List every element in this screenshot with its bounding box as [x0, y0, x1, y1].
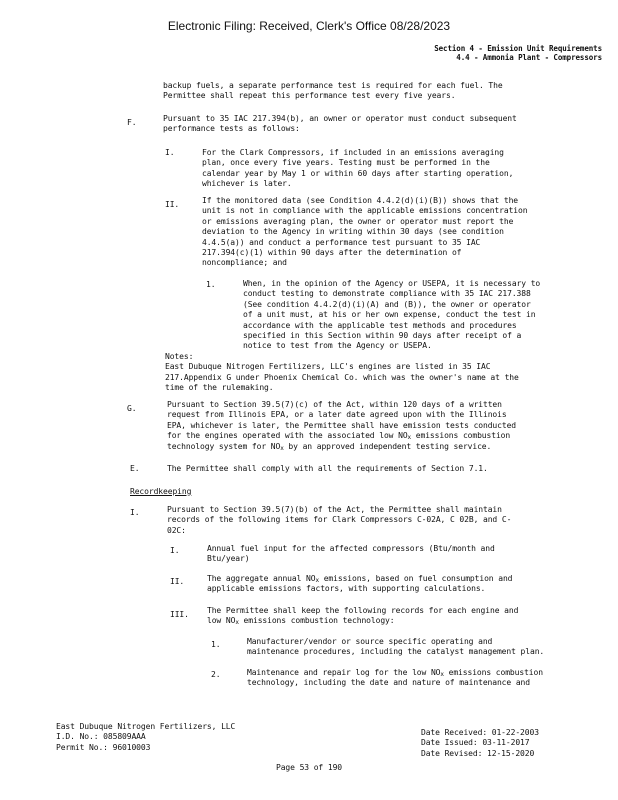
text-line: 4.4.5(a)) and conduct a performance test pursuant to 35 IAC [202, 237, 481, 247]
footer-permit-no: Permit No.: 96010003 [56, 742, 151, 752]
text-line: notice to test from the Agency or USEPA. [243, 341, 432, 351]
text-line: applicable emissions factors, with supporting calculations. [207, 584, 486, 594]
text-line: whichever is later. [202, 179, 292, 189]
text-line: technology system for $NO_x$ by an approved independent testing service. [167, 441, 492, 452]
record-sub-iii-1-label: 1. [211, 640, 221, 649]
record-sub-iii-text [207, 606, 518, 627]
text-line: plan, once every five years. Testing must be performed in the [202, 158, 490, 168]
item-f-i-label: I. [165, 148, 175, 157]
item-g-text [167, 400, 516, 452]
text-line: 02C: [167, 525, 186, 535]
notes-block [165, 352, 519, 394]
item-f-ii-1-label: 1. [206, 280, 216, 289]
item-f-ii-text [202, 196, 527, 269]
footer-facility-info [56, 722, 235, 753]
intro-paragraph [163, 81, 503, 102]
text-line: request from Illinois EPA, or a later date agreed upon with the Illinois [167, 410, 507, 420]
text-line: unit is not in compliance with the applicable emissions concentration [202, 206, 528, 216]
text-line: deviation to the Agency in writing within 30 days (see condition [202, 227, 504, 237]
text-line: technology, including the date and nature of maintenance and [247, 678, 530, 688]
item-f-label: F. [127, 118, 137, 127]
text-line: of a unit must, at his or her own expense, conduct the test in [243, 310, 536, 320]
text-line: Permittee shall repeat this performance test every five years. [163, 91, 456, 101]
text-line: specified in this Section within 90 days after receipt of a [243, 331, 522, 341]
text-line: Manufacturer/vendor or source specific operating and [247, 637, 493, 646]
text-line: maintenance procedures, including the catalyst management plan. [247, 647, 545, 657]
text-line: time of the rulemaking. [165, 383, 274, 393]
footer-id-no: I.D. No.: 085809AAA [56, 732, 146, 742]
item-e-text: The Permittee shall comply with all the requirements of Section 7.1. [167, 464, 488, 473]
text-line: noncompliance; and [202, 258, 287, 268]
record-sub-i-label: I. [170, 546, 180, 555]
text-line: The aggregate annual $NO_x$ emissions, based on fuel consumption and [207, 574, 513, 584]
record-sub-iii-2-text [247, 668, 543, 689]
text-line: accordance with the applicable test methods and procedures [243, 320, 517, 330]
text-line: East Dubuque Nitrogen Fertilizers, LLC's engines are listed in 35 IAC [165, 362, 491, 372]
text-line: 217.394(c)(1) within 90 days after the determination of [202, 248, 462, 258]
text-line: performance tests as follows: [163, 124, 300, 134]
text-line: Annual fuel input for the affected compressors (Btu/month and [207, 544, 495, 553]
text-line: for the engines operated with the associated low $NO_x$ emissions combustion [167, 431, 511, 442]
item-e-label: E. [130, 464, 140, 473]
text-line: records of the following items for Clark Compressors C-02A, C 02B, and C- [167, 515, 512, 525]
footer-dates [421, 728, 539, 759]
section-header-line-1: Section 4 - Emission Unit Requirements [434, 44, 602, 53]
page-number: Page 53 of 190 [275, 763, 343, 772]
text-line: For the Clark Compressors, if included in an emissions averaging [202, 148, 504, 157]
record-sub-iii-label: III. [170, 610, 189, 619]
text-line: Pursuant to Section 39.5(7)(c) of the Act, within 120 days of a written [167, 400, 502, 409]
footer-company: East Dubuque Nitrogen Fertilizers, LLC [56, 722, 236, 731]
record-sub-ii-label: II. [170, 577, 185, 586]
text-line: EPA, whichever is later, the Permittee shall have emission tests conducted [167, 420, 517, 430]
footer-date-revised: Date Revised: 12-15-2020 [421, 748, 535, 758]
item-f-i-text [202, 148, 513, 190]
text-line: low $NO_x$ emissions combustion technology: [207, 616, 395, 627]
item-f-text [163, 114, 517, 135]
electronic-filing-stamp: Electronic Filing: Received, Clerk's Office 08/28/2023 [167, 19, 451, 33]
record-sub-iii-1-text [247, 637, 544, 658]
text-line: 217.Appendix G under Phoenix Chemical Co. which was the owner's name at the [165, 372, 519, 382]
text-line: The Permittee shall keep the following records for each engine and [207, 606, 519, 615]
record-sub-ii-text [207, 574, 512, 595]
text-line: Pursuant to 35 IAC 217.394(b), an owner or operator must conduct subsequent [163, 114, 517, 123]
text-line: When, in the opinion of the Agency or USEPA, it is necessary to [243, 279, 541, 288]
item-f-ii-1-text [243, 279, 540, 352]
text-line: Btu/year) [207, 554, 250, 564]
text-line: Pursuant to Section 39.5(7)(b) of the Act, the Permittee shall maintain [167, 505, 502, 514]
item-g-label: G. [127, 404, 137, 413]
notes-heading: Notes: [165, 352, 194, 361]
record-sub-iii-2-label: 2. [211, 670, 221, 679]
text-line: calendar year by May 1 or within 60 days after starting operation, [202, 168, 514, 178]
text-line: Maintenance and repair log for the low $NO_x$ emissions combustion [247, 668, 543, 678]
record-item-i-text [167, 505, 511, 536]
text-line: or emissions averaging plan, the owner or operator must report the [202, 216, 514, 226]
footer-date-issued: Date Issued: 03-11-2017 [421, 738, 530, 748]
footer-date-received: Date Received: 01-22-2003 [421, 728, 539, 737]
text-line: (See condition 4.4.2(d)(i)(A) and (B)), the owner or operator [243, 299, 531, 309]
item-f-ii-label: II. [165, 200, 180, 209]
recordkeeping-heading: Recordkeeping [130, 487, 192, 496]
text-line: If the monitored data (see Condition 4.4.2(d)(i)(B)) shows that the [202, 196, 518, 205]
section-header [434, 44, 602, 62]
record-sub-i-text [207, 544, 495, 565]
text-line: conduct testing to demonstrate compliance with 35 IAC 217.388 [243, 289, 531, 299]
record-item-i-label: I. [130, 508, 140, 517]
text-line: backup fuels, a separate performance test is required for each fuel. The [163, 81, 503, 90]
section-header-line-2: 4.4 - Ammonia Plant - Compressors [456, 53, 602, 62]
